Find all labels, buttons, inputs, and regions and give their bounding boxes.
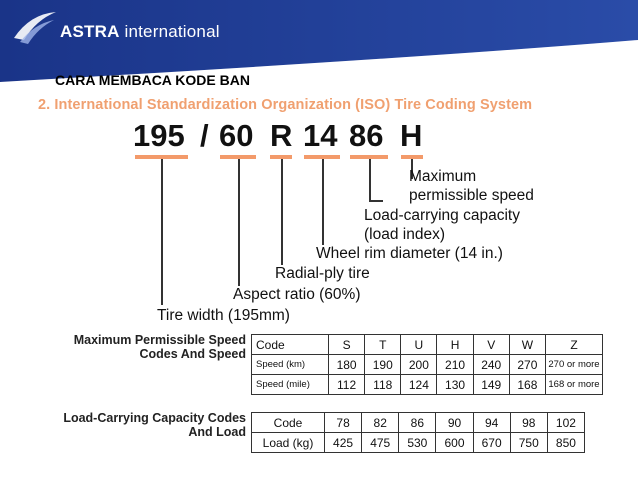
speed-table-title-line1: Maximum Permissible Speed (73, 333, 246, 347)
code-width: 195 (133, 118, 185, 153)
load-kg-value: 750 (510, 433, 547, 453)
code-rim: 14 (303, 118, 338, 153)
speed-code: S (329, 335, 365, 355)
label-load-line2: (load index) (364, 226, 445, 243)
leader-width (161, 159, 163, 305)
code-load: 86 (349, 118, 384, 153)
leader-aspect (238, 159, 240, 286)
speed-code: Z (546, 335, 603, 355)
load-kg-label: Load (kg) (252, 433, 325, 453)
load-code: 78 (325, 413, 362, 433)
speed-mile-value: 118 (365, 375, 401, 395)
load-code: 102 (547, 413, 584, 433)
astra-swoosh-icon (10, 8, 60, 48)
load-table-title-line2: And Load (188, 425, 246, 439)
speed-km-value: 270 (509, 355, 545, 375)
code-speed: H (400, 118, 423, 153)
label-aspect: Aspect ratio (60%) (233, 286, 361, 303)
speed-km-value: 210 (437, 355, 473, 375)
speed-code: W (509, 335, 545, 355)
load-kg-value: 475 (362, 433, 399, 453)
speed-table-title (74, 333, 246, 361)
load-code: 90 (436, 413, 473, 433)
speed-table-km-row (252, 355, 603, 375)
brand-bold: ASTRA (60, 22, 120, 41)
brand-name (60, 22, 220, 42)
leader-load (369, 159, 371, 201)
speed-km-value: 190 (365, 355, 401, 375)
load-kg-value: 425 (325, 433, 362, 453)
speed-code: T (365, 335, 401, 355)
speed-mile-value: 130 (437, 375, 473, 395)
label-radial: Radial-ply tire (275, 265, 370, 282)
speed-table (251, 334, 603, 395)
speed-code: U (401, 335, 437, 355)
speed-code: V (473, 335, 509, 355)
load-table-kg-row (252, 433, 585, 453)
brand-light: international (124, 22, 220, 41)
speed-mile-value: 168 (509, 375, 545, 395)
load-table-code-row (252, 413, 585, 433)
speed-mile-value: 149 (473, 375, 509, 395)
speed-km-value: 180 (329, 355, 365, 375)
label-speed-line1: Maximum (409, 168, 477, 185)
leader-load-tick (369, 200, 383, 202)
speed-km-value: 270 or more (546, 355, 603, 375)
speed-km-value: 200 (401, 355, 437, 375)
speed-km-value: 240 (473, 355, 509, 375)
load-kg-value: 600 (436, 433, 473, 453)
speed-table-code-row (252, 335, 603, 355)
load-table-title (63, 411, 246, 439)
section-title: 2. International Standardization Organization (ISO) Tire Coding System (38, 97, 533, 113)
load-code: 86 (399, 413, 436, 433)
speed-mile-value: 168 or more (546, 375, 603, 395)
speed-table-title-line2: Codes And Speed (139, 347, 246, 361)
speed-code: H (437, 335, 473, 355)
label-width: Tire width (195mm) (157, 307, 290, 324)
load-code: 94 (473, 413, 510, 433)
speed-mile-value: 124 (401, 375, 437, 395)
header-banner (0, 0, 638, 82)
label-load-line1: Load-carrying capacity (364, 207, 520, 224)
load-kg-value: 530 (399, 433, 436, 453)
speed-table-mile-row (252, 375, 603, 395)
load-kg-value: 670 (473, 433, 510, 453)
speed-km-label: Speed (km) (252, 355, 329, 375)
leader-rim (322, 159, 324, 245)
load-code: 82 (362, 413, 399, 433)
leader-radial (281, 159, 283, 265)
load-kg-value: 850 (547, 433, 584, 453)
code-construction: R (270, 118, 293, 153)
slide-title: CARA MEMBACA KODE BAN (55, 72, 250, 88)
speed-mile-value: 112 (329, 375, 365, 395)
load-table-title-line1: Load-Carrying Capacity Codes (63, 411, 246, 425)
code-slash: / (200, 118, 209, 153)
load-code-header: Code (252, 413, 325, 433)
code-aspect: 60 (219, 118, 254, 153)
label-speed-line2: permissible speed (409, 187, 534, 204)
speed-mile-label: Speed (mile) (252, 375, 329, 395)
label-rim: Wheel rim diameter (14 in.) (316, 245, 503, 262)
load-table (251, 412, 585, 453)
speed-code-header: Code (252, 335, 329, 355)
load-code: 98 (510, 413, 547, 433)
